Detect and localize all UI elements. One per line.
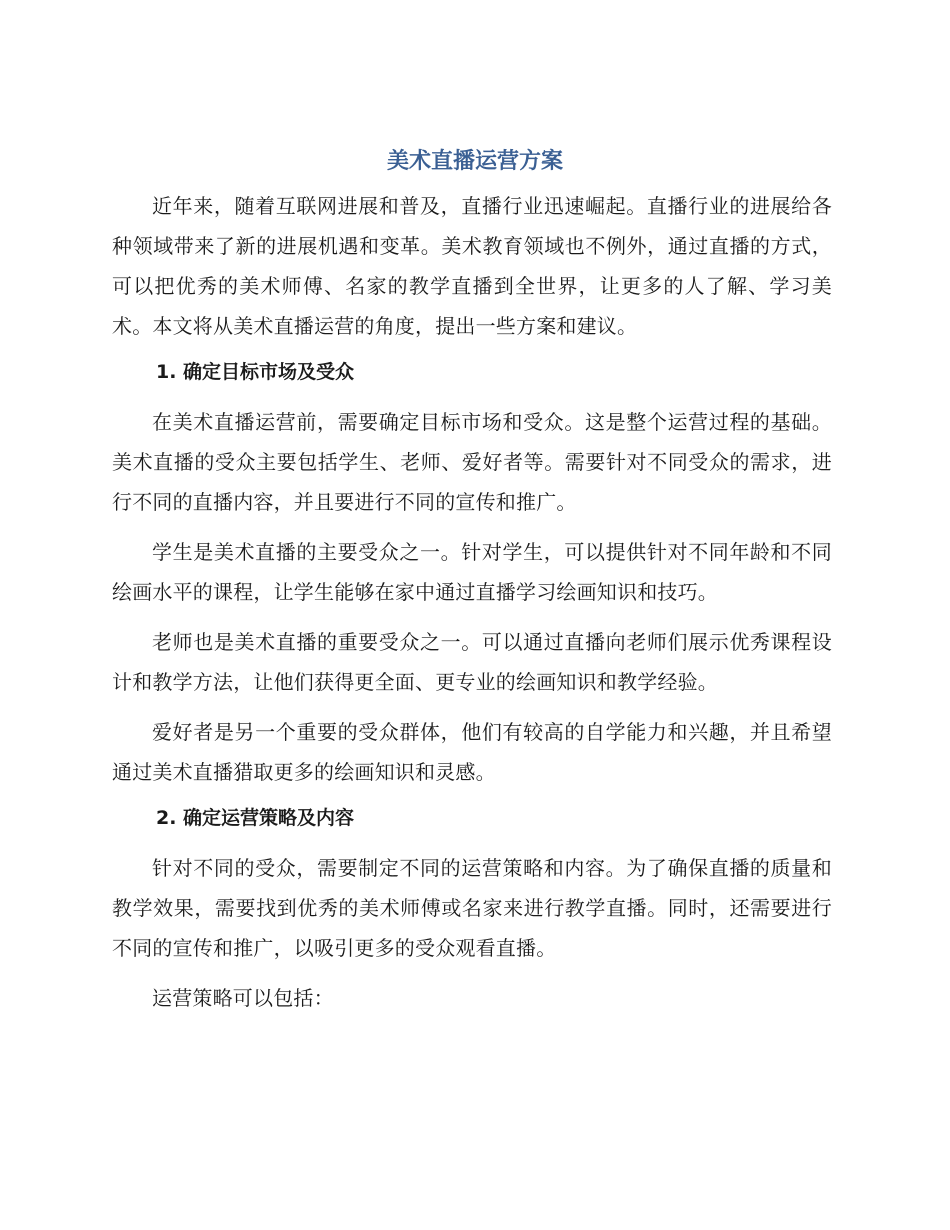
section-heading-2: 2. 确定运营策略及内容: [156, 807, 355, 829]
page-title: 美术直播运营方案: [386, 149, 563, 174]
paragraph-target-audience: 在美术直播运营前，需要确定目标市场和受众。这是整个运营过程的基础。美术直播的受众主要包括学生、老师、爱好者等。需要针对不同受众的需求，进行不同的直播内容，并且要进行不同的宣传和推广。: [112, 410, 832, 514]
paragraph-strategy: 针对不同的受众，需要制定不同的运营策略和内容。为了确保直播的质量和教学效果，需要找到优秀的美术师傅或名家来进行教学直播。同时，还需要进行不同的宣传和推广，以吸引更多的受众观看直播。: [112, 856, 832, 960]
paragraph-students: 学生是美术直播的主要受众之一。针对学生，可以提供针对不同年龄和不同绘画水平的课程，让学生能够在家中通过直播学习绘画知识和技巧。: [112, 540, 832, 604]
paragraph-intro: 近年来，随着互联网进展和普及，直播行业迅速崛起。直播行业的进展给各种领域带来了新的进展机遇和变革。美术教育领域也不例外，通过直播的方式，可以把优秀的美术师傅、名家的教学直播到全世界，让更多的人了解、学习美术。本文将从美术直播运营的角度，提出一些方案和建议。: [112, 194, 832, 338]
section-heading-1: 1. 确定目标市场及受众: [156, 361, 355, 383]
document-body: [112, 186, 832, 1028]
paragraph-strategy-list-intro: 运营策略可以包括：: [152, 986, 334, 1010]
paragraph-teachers: 老师也是美术直播的重要受众之一。可以通过直播向老师们展示优秀课程设计和教学方法，让他们获得更全面、更专业的绘画知识和教学经验。: [112, 630, 832, 694]
paragraph-enthusiasts: 爱好者是另一个重要的受众群体，他们有较高的自学能力和兴趣，并且希望通过美术直播猎取更多的绘画知识和灵感。: [112, 720, 832, 784]
